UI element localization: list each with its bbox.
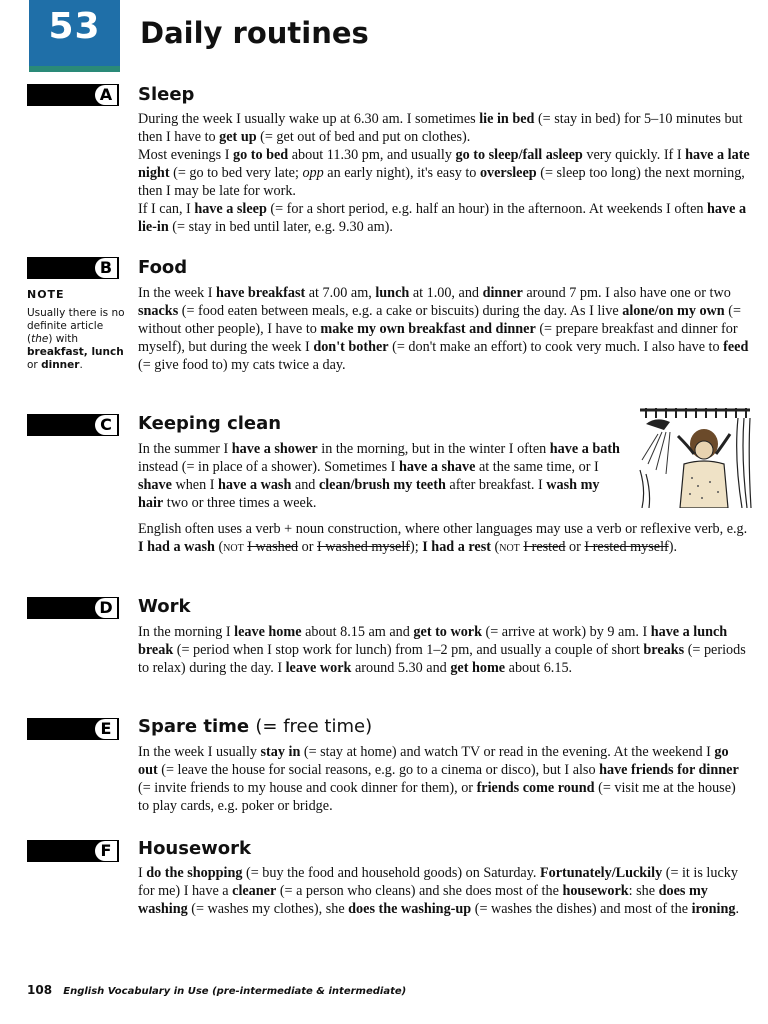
man-in-shower-illustration	[638, 404, 752, 508]
section-e-marker	[27, 718, 119, 740]
paragraph: During the week I usually wake up at 6.30 am. I sometimes lie in bed (= stay in bed) for 5–10 minutes but then I have to get up (= get out of bed and put on clothes).	[138, 111, 743, 145]
book-title: English Vocabulary in Use (pre-intermediate & intermediate)	[63, 986, 407, 997]
unit-number: 53	[48, 6, 101, 47]
paragraph: In the week I usually stay in (= stay at home) and watch TV or read in the evening. At the weekend I go out (= leave the house for social reasons, e.g. go to a cinema or disco), but I also have friends for dinner (= invite friends to my house and cook dinner for them), or friends come round (= visit me at the house) to play cards, e.g. poker or bridge.	[138, 744, 739, 814]
section-d-letter: D	[95, 598, 117, 618]
section-e-letter: E	[95, 719, 117, 739]
paragraph: In the morning I leave home about 8.15 am and get to work (= arrive at work) by 9 am. I have a lunch break (= period when I stop work for lunch) from 1–2 pm, and usually a couple of short breaks (= periods to relax) during the day. I leave work around 5.30 and get home about 6.15.	[138, 624, 746, 676]
note-title: NOTE	[27, 288, 65, 301]
paragraph: Most evenings I go to bed about 11.30 pm, and usually go to sleep/fall asleep very quickly. If I have a late night (= go to bed very late; opp an early night), it's easy to oversleep (= sleep too long) the next morning, then I may be late for work.	[138, 147, 750, 199]
section-b-heading: Food	[138, 257, 188, 278]
section-e-heading	[138, 716, 372, 737]
section-c-body-2	[138, 520, 750, 556]
paragraph: I do the shopping (= buy the food and household goods) on Saturday. Fortunately/Luckily (= it is lucky for me) I have a cleaner (= a person who cleans) and she does most of the housework: she does my washing (= washes my clothes), she does the washing-up (= washes the dishes) and most of the ironing.	[138, 865, 740, 917]
note-box	[27, 288, 127, 372]
section-a-letter: A	[95, 85, 117, 105]
paragraph: If I can, I have a sleep (= for a short period, e.g. half an hour) in the afternoon. At weekends I often have a lie-in (= stay in bed until later, e.g. 9.30 am).	[138, 201, 747, 235]
paragraph: In the week I have breakfast at 7.00 am, lunch at 1.00, and dinner around 7 pm. I also have one or two snacks (= food eaten between meals, e.g. a cake or biscuits) during the day. As I live alone/on my own (= without other people), I have to make my own breakfast and dinner (= prepare breakfast and dinner for myself), but during the week I don't bother (= don't make an effort) to cook very much. I also have to feed (= give food to) my cats twice a day.	[138, 285, 749, 373]
section-f-body	[138, 864, 750, 918]
section-c-marker	[27, 414, 119, 436]
section-d-marker	[27, 597, 119, 619]
section-a-heading: Sleep	[138, 84, 195, 105]
section-d-heading: Work	[138, 596, 191, 617]
section-d-body	[138, 623, 750, 677]
section-e-title-suffix: (= free time)	[255, 716, 373, 737]
section-f-marker	[27, 840, 119, 862]
unit-title: Daily routines	[140, 16, 369, 50]
unit-number-underline	[29, 66, 120, 72]
section-a-body	[138, 110, 750, 236]
note-body: Usually there is no definite article (the) with breakfast, lunch or dinner.	[27, 307, 125, 371]
section-a-marker	[27, 84, 119, 106]
section-e-title: Spare time	[138, 716, 250, 737]
page-number: 108	[27, 983, 53, 997]
section-b-body	[138, 284, 750, 374]
section-e-body	[138, 743, 750, 815]
section-f-heading: Housework	[138, 838, 252, 859]
section-c-letter: C	[95, 415, 117, 435]
section-c-heading: Keeping clean	[138, 413, 282, 434]
section-c-body-1	[138, 440, 628, 512]
paragraph: English often uses a verb + noun construction, where other languages may use a verb or reflexive verb, e.g. I had a wash (not I washed or I washed myself); I had a rest (not I rested or I rested myself).	[138, 521, 748, 555]
section-b-marker	[27, 257, 119, 279]
unit-number-box	[29, 0, 120, 66]
paragraph: In the summer I have a shower in the morning, but in the winter I often have a bath instead (= in place of a shower). Sometimes I have a shave at the same time, or I shave when I have a wash and clean/brush my teeth after breakfast. I wash my hair two or three times a week.	[138, 441, 620, 511]
section-b-letter: B	[95, 258, 117, 278]
section-f-letter: F	[95, 841, 117, 861]
page-footer	[27, 983, 406, 997]
